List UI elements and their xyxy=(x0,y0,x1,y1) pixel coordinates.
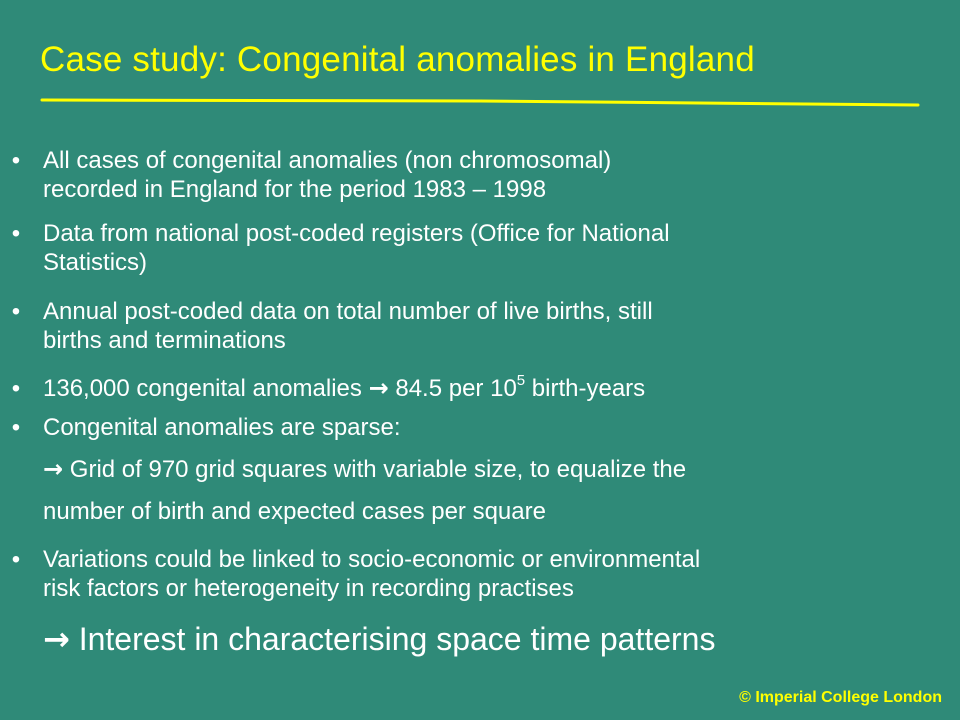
bullet-dot: • xyxy=(11,375,21,402)
bullet-text-continuation: recorded in England for the period 1983 – 1998 xyxy=(43,176,547,203)
bullet-text: Annual post-coded data on total number of live births, still xyxy=(43,298,653,325)
bullet-text-continuation: Statistics) xyxy=(43,249,148,276)
bullet-text-middle: 84.5 per 10 xyxy=(388,375,517,402)
sparse-detail-line xyxy=(43,455,933,484)
bullet-text: Data from national post-coded registers (Office for National xyxy=(43,220,670,247)
bullet-text-continuation: births and terminations xyxy=(43,327,286,354)
arrow-right-icon: → xyxy=(368,374,389,402)
sparse-detail-continuation: number of birth and expected cases per square xyxy=(43,498,546,525)
bullet-text-continuation: risk factors or heterogeneity in recording practises xyxy=(43,575,574,602)
superscript-exponent: 5 xyxy=(516,372,526,389)
bullet-dot: • xyxy=(11,414,21,441)
bullet-text: Variations could be linked to socio-economic or environmental xyxy=(43,546,701,573)
bullet-text xyxy=(43,374,923,403)
bullet-dot: • xyxy=(11,546,21,573)
conclusion-text: Interest in characterising space time patterns xyxy=(69,621,716,657)
arrow-right-icon: → xyxy=(43,620,70,658)
bullet-dot: • xyxy=(11,147,21,174)
bullet-text-suffix: birth-years xyxy=(525,375,646,402)
arrow-right-icon: → xyxy=(43,455,64,483)
bullet-dot: • xyxy=(11,298,21,325)
bullet-text-prefix: 136,000 congenital anomalies xyxy=(43,375,369,402)
copyright-footer: © Imperial College London xyxy=(739,689,942,706)
slide-title: Case study: Congenital anomalies in England xyxy=(40,40,755,79)
conclusion-line xyxy=(43,619,715,659)
sparse-detail-text: Grid of 970 grid squares with variable size, to equalize the xyxy=(63,456,687,483)
bullet-text: All cases of congenital anomalies (non chromosomal) xyxy=(43,147,612,174)
bullet-dot: • xyxy=(11,220,21,247)
bullet-text: Congenital anomalies are sparse: xyxy=(43,414,401,441)
